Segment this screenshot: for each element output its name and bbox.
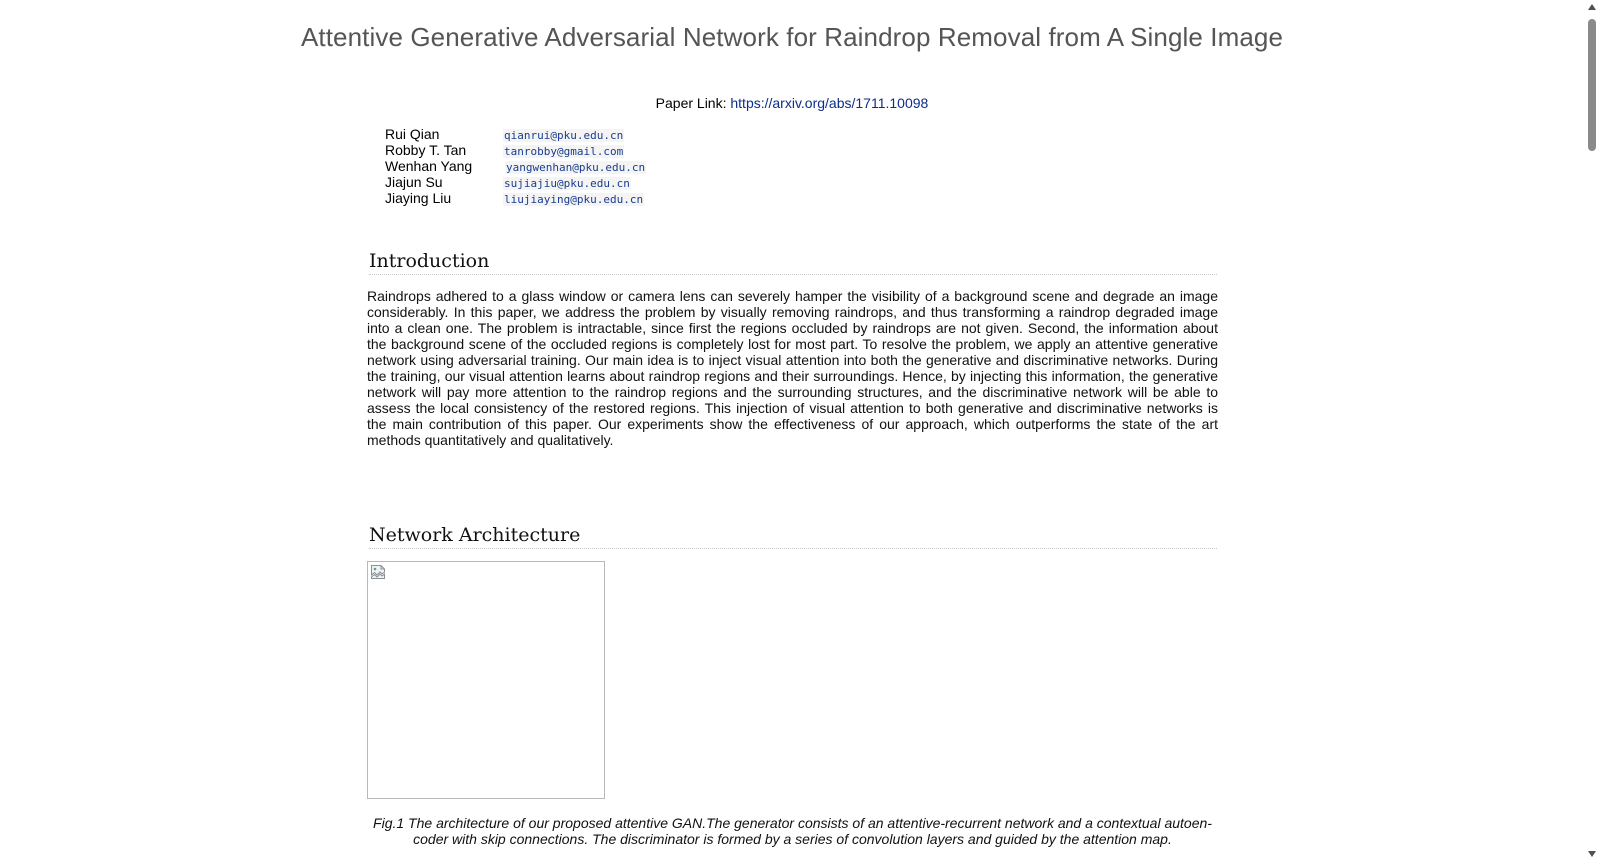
- broken-image-icon: [370, 564, 386, 580]
- vertical-scrollbar[interactable]: [1584, 0, 1600, 861]
- author-name: Rui Qian: [385, 126, 440, 142]
- author-row: [385, 190, 646, 206]
- author-row: [385, 142, 646, 158]
- author-email: sujiajiu@pku.edu.cn: [504, 177, 630, 190]
- author-name: Robby T. Tan: [385, 142, 467, 158]
- paper-link-url[interactable]: https://arxiv.org/abs/1711.10098: [730, 95, 929, 111]
- author-list: [385, 126, 646, 206]
- author-email: tanrobby@gmail.com: [504, 145, 624, 158]
- introduction-text: Raindrops adhered to a glass window or camera lens can severely hamper the visibility of a background scene and degrade an image considerably. In this paper, we address the problem by visually removing raindrops, and thus transforming a raindrop degraded image into a clean one. The problem is intractable, since first the regions occluded by raindrops are not given. Second, the information about the background scene of the occluded regions is completely lost for most part. To resolve the problem, we apply an attentive generative network using adversarial training. Our main idea is to inject visual attention into both the generative and discriminative networks. During the training, our visual attention learns about raindrop regions and their surroundings. Hence, by injecting this information, the generative network will pay more attention to the raindrop regions and the surrounding structures, and the discriminative network will be able to assess the local consistency of the restored regions. This injection of visual attention to both generative and discriminative networks is the main contribution of this paper. Our experiments show the effectiveness of our approach, which outperforms the state of the art methods quantitatively and qualitatively.: [367, 288, 1218, 448]
- paper-link-label: Paper Link:: [655, 95, 727, 111]
- author-row: [385, 174, 646, 190]
- figure-1-caption: Fig.1 The architecture of our proposed attentive GAN.The generator consists of an attentive-recurrent network and a contextual autoen-coder with skip connections. The discriminator is formed by a series of convolution layers and guided by the attention map.: [373, 815, 1212, 847]
- introduction-heading: Introduction: [369, 250, 1217, 275]
- page-title: Attentive Generative Adversarial Network for Raindrop Removal from A Single Image: [300, 22, 1284, 52]
- author-email: yangwenhan@pku.edu.cn: [506, 161, 646, 174]
- author-email: liujiaying@pku.edu.cn: [504, 193, 644, 206]
- scroll-down-arrow-icon[interactable]: [1588, 851, 1596, 857]
- author-row: [385, 158, 646, 174]
- author-name: Jiaying Liu: [385, 190, 452, 206]
- author-name: Wenhan Yang: [385, 158, 473, 174]
- scrollbar-thumb[interactable]: [1588, 19, 1596, 151]
- network-architecture-heading: Network Architecture: [369, 524, 1217, 549]
- scroll-up-arrow-icon[interactable]: [1588, 4, 1596, 10]
- figure-1-image: [367, 561, 605, 799]
- paper-link-line: [0, 95, 1584, 111]
- author-name: Jiajun Su: [385, 174, 443, 190]
- author-row: [385, 126, 646, 142]
- author-email: qianrui@pku.edu.cn: [504, 129, 624, 142]
